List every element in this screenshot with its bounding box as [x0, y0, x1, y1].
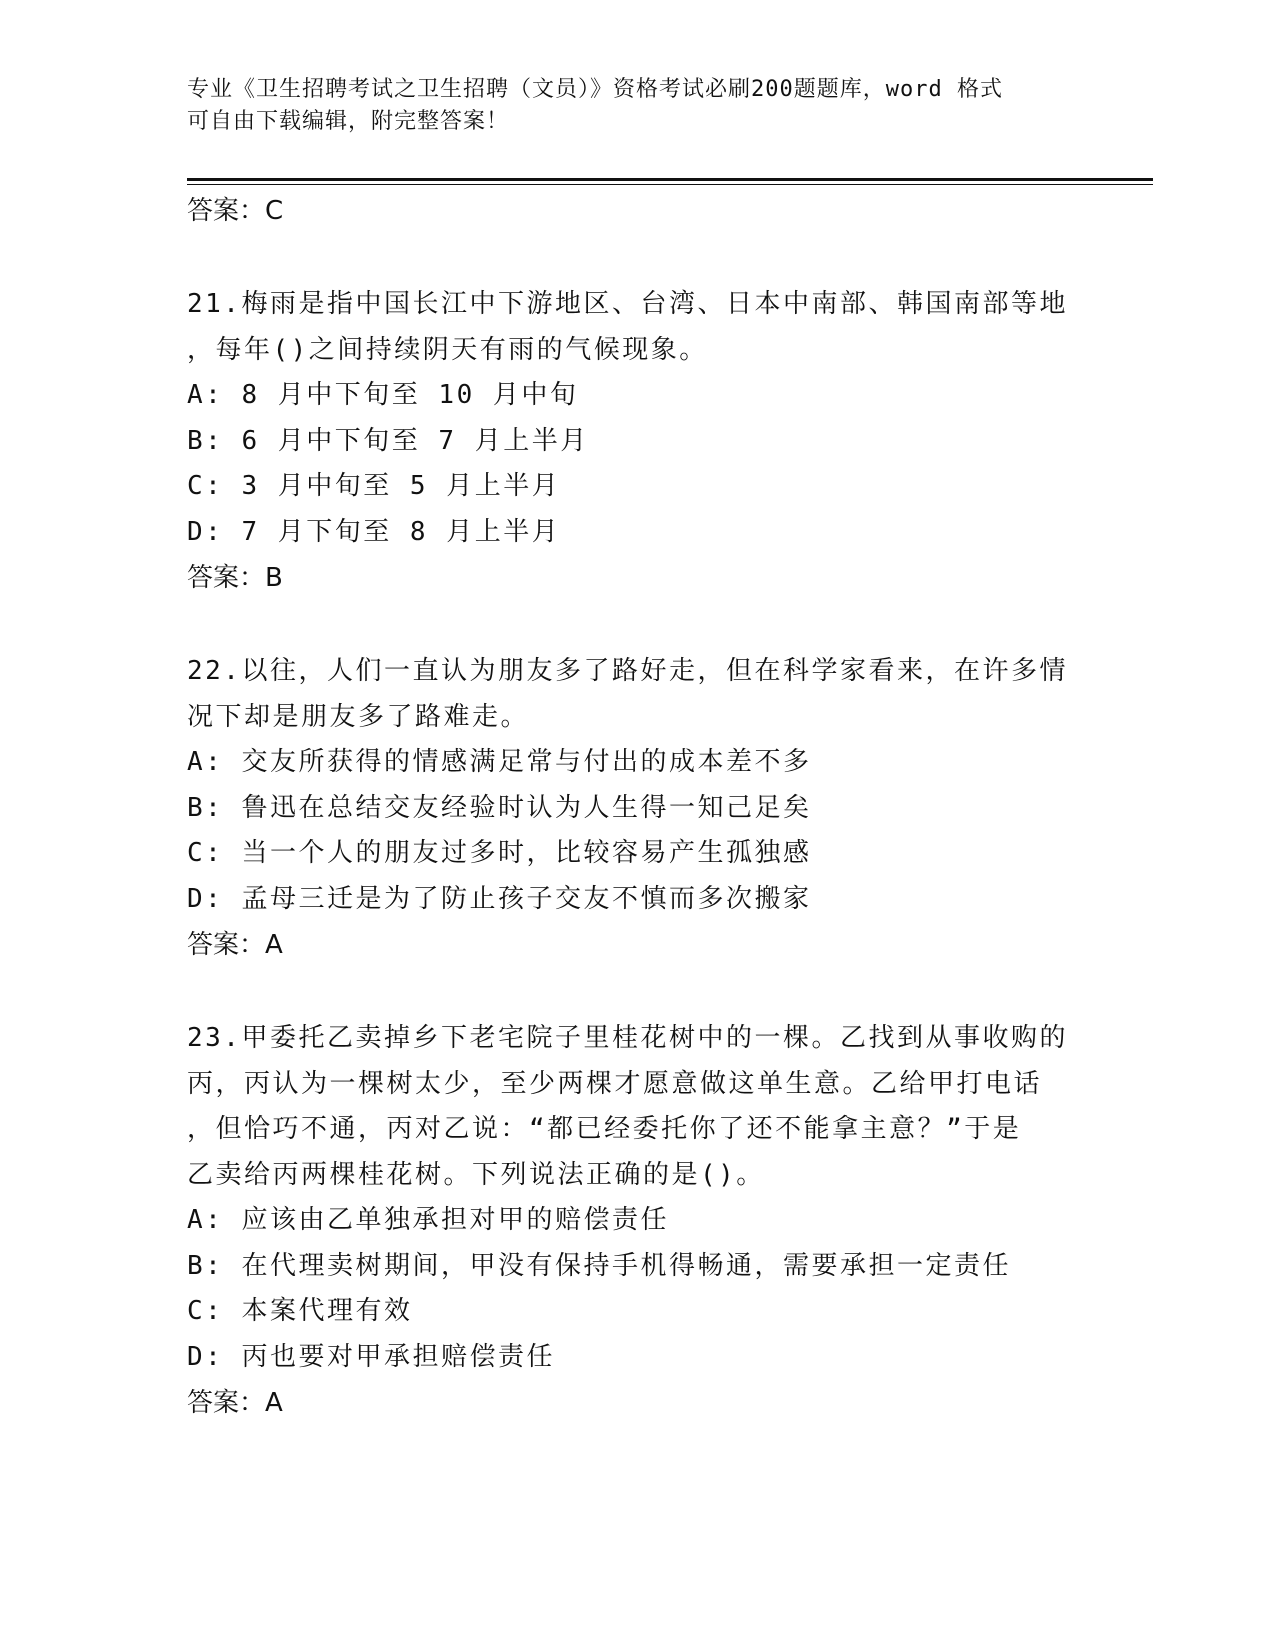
- option-c: C: 当一个人的朋友过多时，比较容易产生孤独感: [187, 838, 812, 868]
- header-divider-thick: [187, 178, 1153, 181]
- option-c: C: 3 月中旬至 5 月上半月: [187, 471, 561, 501]
- answer-line: 答案：B: [187, 563, 283, 593]
- answer-line: 答案：A: [187, 930, 283, 960]
- option-b: B: 在代理卖树期间，甲没有保持手机得畅通，需要承担一定责任: [187, 1250, 1011, 1281]
- option-a: A: 8 月中下旬至 10 月中旬: [187, 380, 579, 410]
- option-d: D: 丙也要对甲承担赔偿责任: [187, 1341, 555, 1372]
- question-stem-line: ，每年()之间持续阴天有雨的气候现象。: [187, 334, 708, 365]
- question-21: [187, 282, 1087, 601]
- question-23: [187, 1016, 1087, 1426]
- option-b: B: 6 月中下旬至 7 月上半月: [187, 425, 589, 456]
- answer-line: 答案：A: [187, 1388, 283, 1418]
- question-stem-line: 乙卖给丙两棵桂花树。下列说法正确的是()。: [187, 1159, 765, 1190]
- option-a: A: 交友所获得的情感满足常与付出的成本差不多: [187, 747, 812, 777]
- question-list: [187, 188, 1087, 1426]
- header-line-1: 专业《卫生招聘考试之卫生招聘（文员）》资格考试必刷200题题库，word 格式: [187, 77, 1003, 102]
- option-a: A: 应该由乙单独承担对甲的赔偿责任: [187, 1205, 669, 1235]
- previous-answer: 答案：C: [187, 196, 284, 226]
- question-stem-line: ，但恰巧不通，丙对乙说：“都已经委托你了还不能拿主意？”于是: [187, 1114, 1022, 1144]
- document-header: [187, 74, 1067, 138]
- header-divider-thin: [187, 184, 1153, 185]
- option-c: C: 本案代理有效: [187, 1296, 413, 1326]
- question-stem-line: 况下却是朋友多了路难走。: [187, 701, 530, 732]
- header-line-2: 可自由下载编辑，附完整答案！: [187, 109, 510, 134]
- option-d: D: 7 月下旬至 8 月上半月: [187, 516, 561, 547]
- option-b: B: 鲁迅在总结交友经验时认为人生得一知己足矣: [187, 792, 812, 823]
- option-d: D: 孟母三迁是为了防止孩子交友不慎而多次搬家: [187, 883, 812, 914]
- question-stem-line: 丙，丙认为一棵树太少，至少两棵才愿意做这单生意。乙给甲打电话: [187, 1068, 1043, 1099]
- question-22: [187, 649, 1087, 968]
- question-stem-line: 21.梅雨是指中国长江中下游地区、台湾、日本中南部、韩国南部等地: [187, 289, 1068, 319]
- question-stem-line: 22.以往，人们一直认为朋友多了路好走，但在科学家看来，在许多情: [187, 656, 1068, 686]
- question-stem-line: 23.甲委托乙卖掉乡下老宅院子里桂花树中的一棵。乙找到从事收购的: [187, 1023, 1068, 1053]
